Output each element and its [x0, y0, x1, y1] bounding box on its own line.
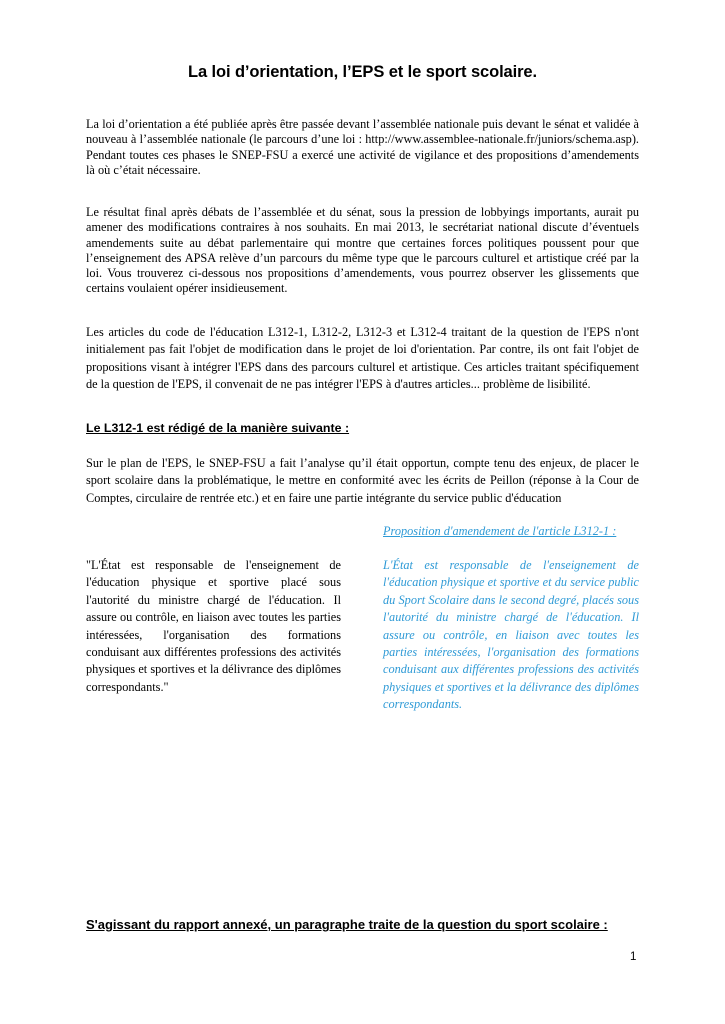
amendment-text: L'État est responsable de l'enseignement de l'éducation physique et sportive et du service public du Sport Scolaire dans le second degré, placés sous l'autorité du ministre chargé de l'éducation. Il assure ou contrôle, en liaison avec toutes les parties intéressées, l'organisation des formations conduisant aux différentes professions des activités physiques et sportives et la délivrance des diplômes correspondants. [383, 558, 639, 712]
context-paragraph: Le résultat final après débats de l’assemblée et du sénat, sous la pression de lobbyings importants, aurait pu amener des modifications contraires à nos souhaits. En mai 2013, le secrétariat national discute d’éventuels amendements suite au débat parlementaire qui montre que certaines forces politiques poussent pour que l’enseignement des APSA relève d’un parcours du même type que le parcours culturel et artistique créé par la loi. Vous trouverez ci-dessous nos propositions d’amendements, vous pourrez observer les glissements que certains voulaient opérer insidieusement. [86, 205, 639, 296]
page-number: 1 [630, 951, 637, 963]
amendment-title: Proposition d'amendement de l'article L312-1 : [383, 524, 617, 538]
articles-paragraph: Les articles du code de l'éducation L312-1, L312-2, L312-3 et L312-4 traitant de la question de l'EPS n'ont initialement pas fait l'objet de modification dans le projet de loi d'orientation. Par contre, ils ont fait l'objet de propositions visant à intégrer l'EPS dans des parcours culturel et artistique. Ces articles traitant spécifiquement de la question de l'EPS, il convenait de ne pas intégrer l'EPS à d'autres articles... problème de lisibilité. [86, 325, 639, 392]
document-title: La loi d’orientation, l’EPS et le sport scolaire. [187, 63, 537, 81]
annex-heading: S'agissant du rapport annexé, un paragraphe traite de la question du sport scolaire : [86, 917, 608, 932]
intro-paragraph: La loi d’orientation a été publiée après être passée devant l’assemblée nationale puis devant le sénat et validée à nouveau à l’assemblée nationale (le parcours d’une loi : http://www.assemblee-nationale.fr/juniors/schema.asp). Pendant toutes ces phases le SNEP-FSU a exercé une activité de vigilance et des propositions d’amendements là où c’était nécessaire. [86, 117, 639, 177]
analysis-paragraph: Sur le plan de l'EPS, le SNEP-FSU a fait l’analyse qu’il était opportun, compte tenu des enjeux, de placer le sport scolaire dans la problématique, le mettre en conformité avec les écrits de Peillon (réponse à la Cour de Comptes, circulaire de rentrée etc.) et en faire une partie intégrante du service public d'éducation [86, 456, 639, 505]
l312-heading: Le L312-1 est rédigé de la manière suivante : [86, 421, 350, 435]
original-article-text: "L'État est responsable de l'enseignement de l'éducation physique et sportive placé sous l'autorité du ministre chargé de l'éducation. Il assure ou contrôle, en liaison avec toutes les parties intéressées, l'organisation des formations conduisant aux différentes professions des activités physiques et sportives et la délivrance des diplômes correspondants." [86, 558, 341, 694]
